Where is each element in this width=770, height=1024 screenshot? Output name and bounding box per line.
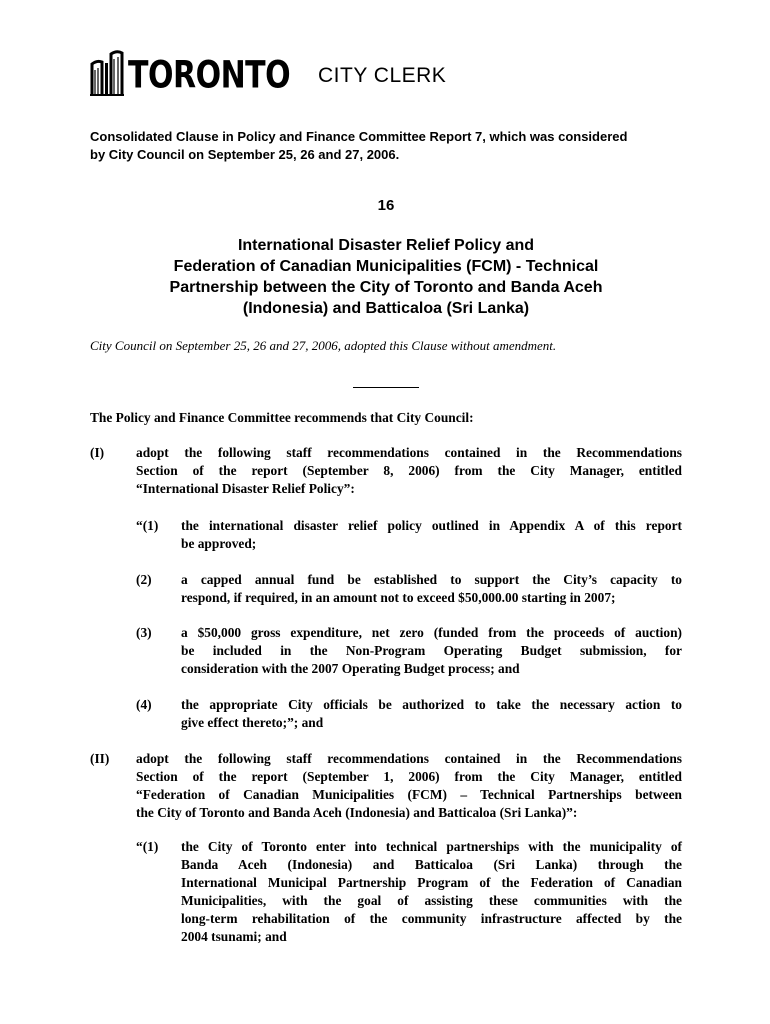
item-label: “(1) bbox=[136, 839, 159, 854]
recommends-intro: The Policy and Finance Committee recommends that City Council: bbox=[90, 410, 474, 425]
logo-wordmark: TORONTO bbox=[128, 53, 291, 98]
item-text bbox=[181, 624, 682, 678]
text-line: the City of Toronto and Banda Aceh (Indonesia) and Batticaloa (Sri Lanka)”: bbox=[136, 805, 578, 820]
text-line: consideration with the 2007 Operating Budget process; and bbox=[181, 661, 520, 676]
text-line: be included in the Non-Program Operating Budget submission, for bbox=[181, 643, 682, 658]
adoption-note: City Council on September 25, 26 and 27, 2006, adopted this Clause without amendment. bbox=[90, 338, 557, 353]
text-line: Municipalities, with the goal of assisting these communities with the bbox=[181, 893, 682, 908]
item-label: “(1) bbox=[136, 518, 159, 533]
item-label: (4) bbox=[136, 697, 152, 712]
item-text bbox=[181, 571, 682, 607]
clause-number: 16 bbox=[377, 197, 395, 214]
section-text bbox=[136, 444, 682, 498]
consolidated-line-2: by City Council on September 25, 26 and 27, 2006. bbox=[90, 147, 400, 162]
toronto-logo bbox=[90, 48, 290, 96]
text-line: Section of the report (September 1, 2006) from the City Manager, entitled bbox=[136, 769, 682, 784]
text-line: the international disaster relief policy outlined in Appendix A of this report bbox=[181, 518, 682, 533]
text-line: a $50,000 gross expenditure, net zero (funded from the proceeds of auction) bbox=[181, 625, 682, 640]
section-label: (I) bbox=[90, 445, 105, 460]
text-line: Banda Aceh (Indonesia) and Batticaloa (Sri Lanka) through the bbox=[181, 857, 682, 872]
title-line-1: International Disaster Relief Policy and bbox=[237, 237, 535, 254]
title-line-2: Federation of Canadian Municipalities (FCM) - Technical bbox=[173, 258, 599, 275]
text-line: the appropriate City officials be authorized to take the necessary action to bbox=[181, 697, 682, 712]
text-line: Section of the report (September 8, 2006) from the City Manager, entitled bbox=[136, 463, 682, 478]
item-text bbox=[181, 517, 682, 553]
text-line: “International Disaster Relief Policy”: bbox=[136, 481, 355, 496]
letterhead bbox=[90, 44, 690, 100]
item-label: (2) bbox=[136, 572, 152, 587]
consolidated-line-1: Consolidated Clause in Policy and Finance Committee Report 7, which was considered bbox=[90, 129, 628, 144]
item-text bbox=[181, 696, 682, 732]
text-line: International Municipal Partnership Program of the Federation of Canadian bbox=[181, 875, 682, 890]
text-line: the City of Toronto enter into technical partnerships with the municipality of bbox=[181, 839, 682, 854]
item-label: (3) bbox=[136, 625, 152, 640]
section-label: (II) bbox=[90, 751, 110, 766]
title-line-3: Partnership between the City of Toronto and Banda Aceh bbox=[169, 279, 603, 296]
text-line: give effect thereto;”; and bbox=[181, 715, 324, 730]
text-line: long-term rehabilitation of the community infrastructure affected by the bbox=[181, 911, 682, 926]
item-text bbox=[181, 838, 682, 946]
text-line: adopt the following staff recommendations contained in the Recommendations bbox=[136, 751, 682, 766]
text-line: a capped annual fund be established to support the City’s capacity to bbox=[181, 572, 682, 587]
section-divider bbox=[353, 387, 419, 388]
text-line: respond, if required, in an amount not to exceed $50,000.00 starting in 2007; bbox=[181, 590, 616, 605]
consolidated-clause-note bbox=[90, 128, 682, 164]
department-name: CITY CLERK bbox=[318, 64, 447, 87]
section-text bbox=[136, 750, 682, 822]
clause-title bbox=[90, 235, 682, 319]
text-line: be approved; bbox=[181, 536, 257, 551]
text-line: adopt the following staff recommendations contained in the Recommendations bbox=[136, 445, 682, 460]
text-line: “Federation of Canadian Municipalities (FCM) – Technical Partnerships between bbox=[136, 787, 682, 802]
text-line: 2004 tsunami; and bbox=[181, 929, 287, 944]
city-hall-icon bbox=[90, 50, 124, 96]
title-line-4: (Indonesia) and Batticaloa (Sri Lanka) bbox=[242, 300, 530, 317]
